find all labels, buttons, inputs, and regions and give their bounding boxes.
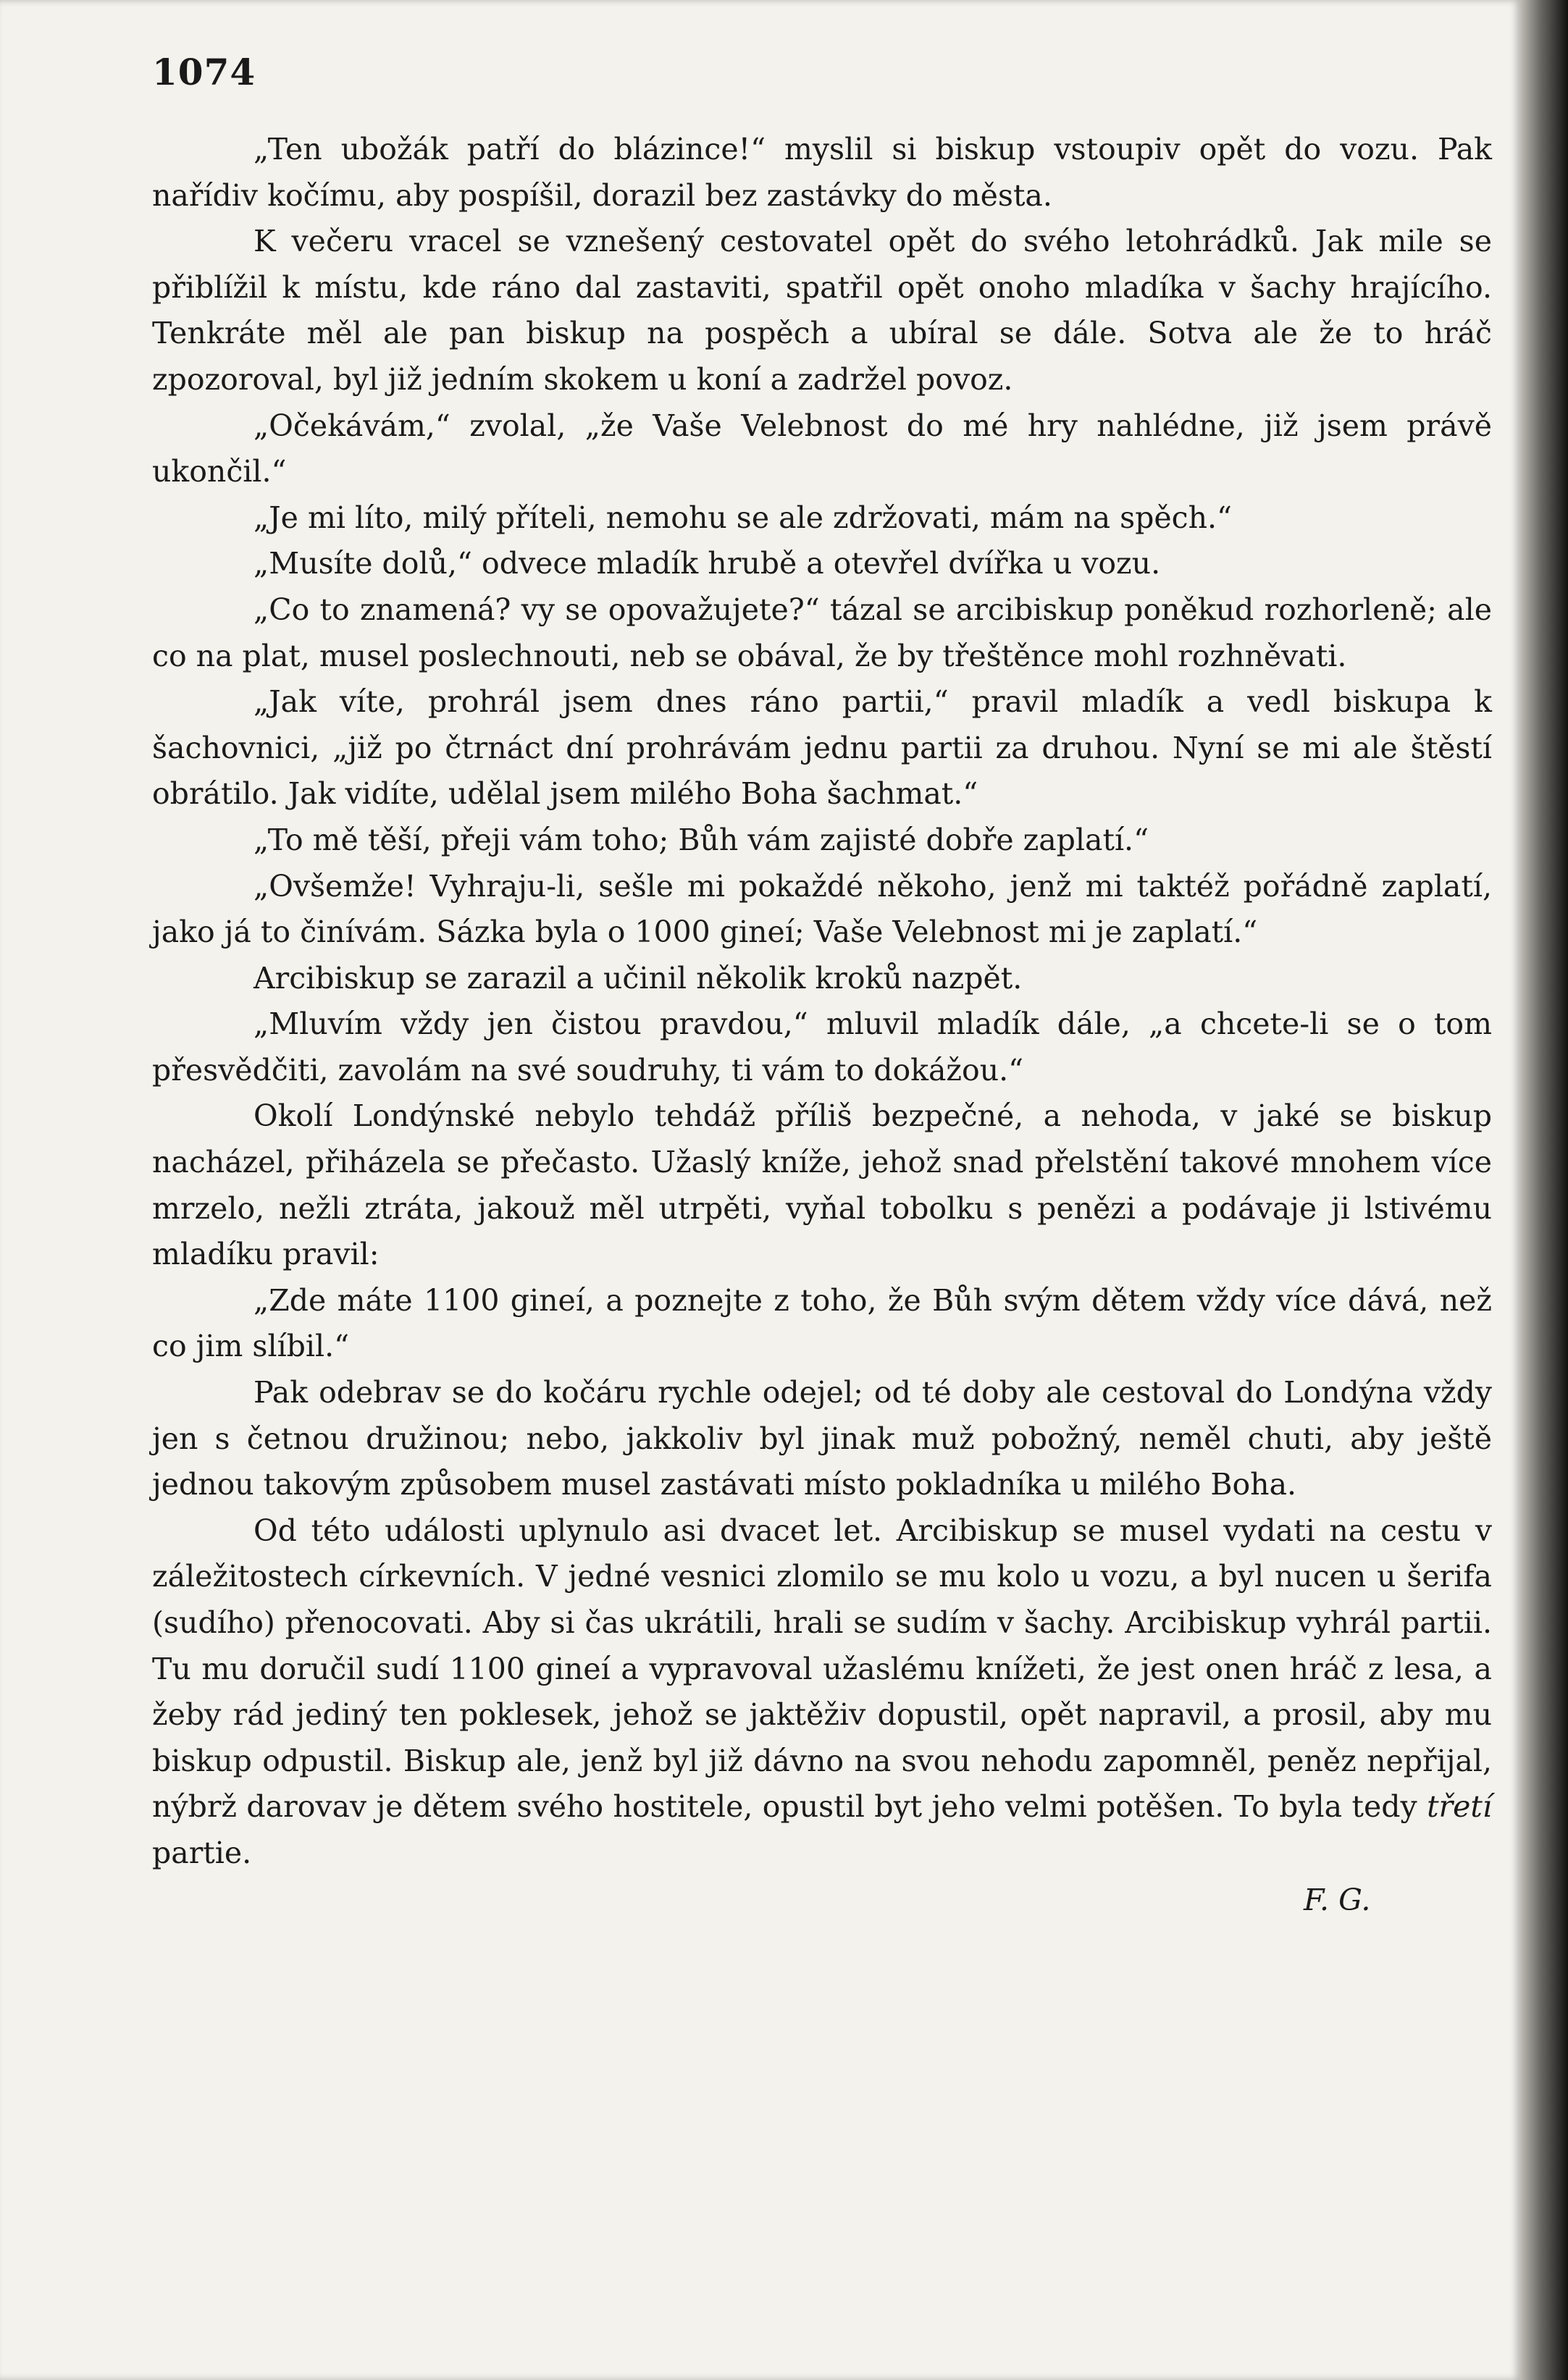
paragraph: K večeru vracel se vznešený cestovatel opět do svého letohrádků. Jak mile se přiblížil k místu, kde ráno dal zastaviti, spatřil opět onoho mladíka v šachy hrajícího. Tenkráte měl ale pan biskup na pospěch a ubíral se dále. Sotva ale že to hráč zpozoroval, byl již jedním skokem u koní a zadržel povoz.	[152, 224, 1492, 397]
article-body	[152, 127, 1492, 1877]
paragraph: Okolí Londýnské nebylo tehdáž příliš bezpečné, a nehoda, v jaké se biskup nacházel, přiházela se přečasto. Užaslý kníže, jehož snad přelstění takové mnohem více mrzelo, nežli ztráta, jakouž měl utrpěti, vyňal tobolku s penězi a podávaje ji lstivému mladíku pravil:	[152, 1098, 1492, 1272]
italic-word: třetí	[1427, 1789, 1492, 1825]
paragraph-final-text: Od této události uplynulo asi dvacet let. Arcibiskup se musel vydati na cestu v záležitostech církevních. V jedné vesnici zlomilo se mu kolo u vozu, a byl nucen u šerifa (sudího) přenocovati. Aby si čas ukrátili, hrali se sudím v šachy. Arcibiskup vyhrál partii. Tu mu doručil sudí 1100 gineí a vypravoval užaslému knížeti, že jest onen hráč z lesa, a žeby rád jediný ten poklesek, jehož se jaktěživ dopustil, opět napravil, a prosil, aby mu biskup odpustil. Biskup ale, jenž byl již dávno na svou nehodu zapomněl, peněz nepřijal, nýbrž darovav je dětem svého hostitele, opustil byt jeho velmi potěšen. To byla tedy	[152, 1513, 1492, 1825]
paragraph: Arcibiskup se zarazil a učinil několik kroků nazpět.	[253, 960, 1023, 996]
page-edge	[1521, 0, 1568, 2380]
paragraph-final-end: partie.	[152, 1835, 252, 1870]
page-number: 1074	[152, 51, 256, 93]
author-signature: F. G.	[1304, 1883, 1371, 1917]
paragraph: „Ten ubožák patří do blázince!“ myslil si biskup vstoupiv opět do vozu. Pak nařídiv kočímu, aby pospíšil, dorazil bez zastávky do města.	[152, 132, 1492, 213]
paragraph: „Zde máte 1100 gineí, a poznejte z toho, že Bůh svým dětem vždy více dává, než co jim slíbil.“	[152, 1282, 1492, 1364]
paragraph: „Ovšemže! Vyhraju-li, sešle mi pokaždé někoho, jenž mi taktéž pořádně zaplatí, jako já to činívám. Sázka byla o 1000 gineí; Vaše Velebnost mi je zaplatí.“	[152, 868, 1492, 950]
paragraph: „Je mi líto, milý příteli, nemohu se ale zdržovati, mám na spěch.“	[253, 500, 1233, 535]
paragraph: Pak odebrav se do kočáru rychle odejel; od té doby ale cestoval do Londýna vždy jen s četnou družinou; nebo, jakkoliv byl jinak muž pobožný, neměl chuti, aby ještě jednou takovým způsobem musel zastávati místo pokladníka u milého Boha.	[152, 1375, 1492, 1502]
paragraph-final	[152, 1508, 1492, 1877]
paragraph: „To mě těší, přeji vám toho; Bůh vám zajisté dobře zaplatí.“	[253, 822, 1149, 857]
paragraph: „Jak víte, prohrál jsem dnes ráno partii,“ pravil mladík a vedl biskupa k šachovnici, „již po čtrnáct dní prohrávám jednu partii za druhou. Nyní se mi ale štěstí obrátilo. Jak vidíte, udělal jsem milého Boha šachmat.“	[152, 684, 1492, 812]
paragraph: „Musíte dolů,“ odvece mladík hrubě a otevřel dvířka u vozu.	[253, 546, 1161, 581]
paragraph: „Mluvím vždy jen čistou pravdou,“ mluvil mladík dále, „a chcete-li se o tom přesvědčiti, zavolám na své soudruhy, ti vám to dokážou.“	[152, 1006, 1492, 1088]
paragraph: „Co to znamená? vy se opovažujete?“ tázal se arcibiskup poněkud rozhorleně; ale co na plat, musel poslechnouti, neb se obával, že by třeštěnce mohl rozhněvati.	[152, 592, 1492, 673]
paragraph: „Očekávám,“ zvolal, „že Vaše Velebnost do mé hry nahlédne, již jsem právě ukončil.“	[152, 408, 1492, 489]
